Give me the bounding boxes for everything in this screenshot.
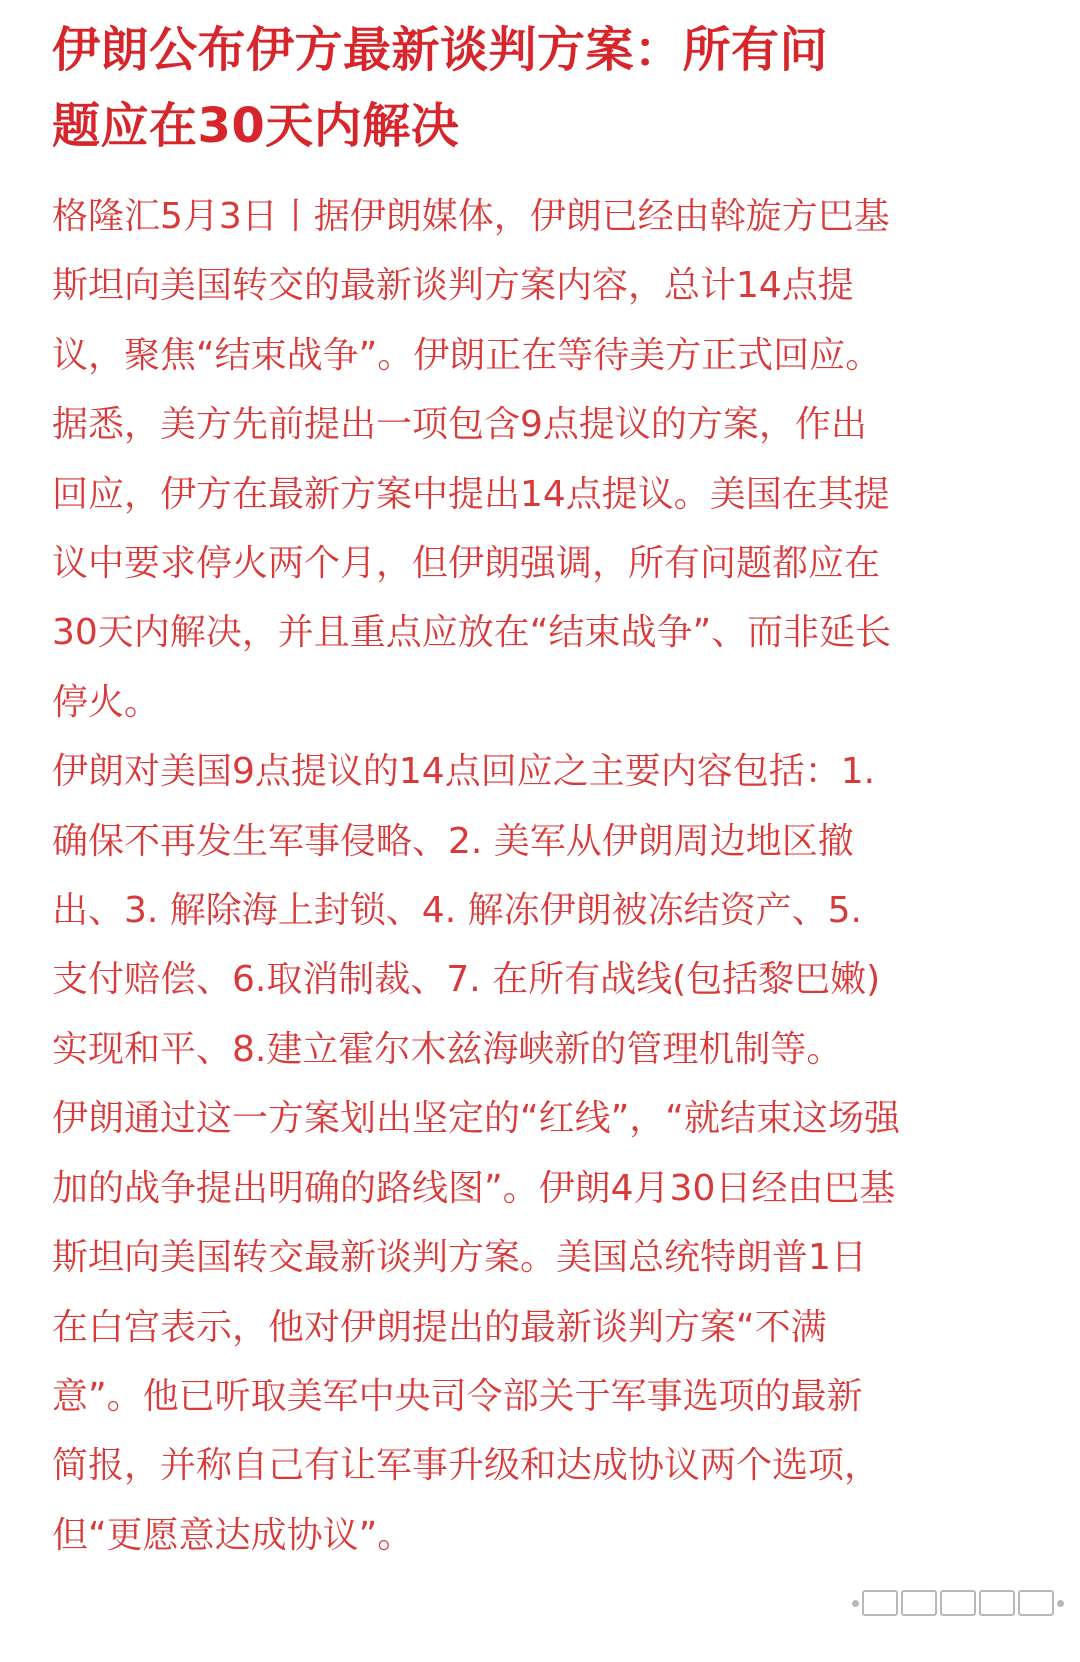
body-line: 但“更愿意达成协议”。: [52, 1514, 414, 1556]
body-line: 30天内解决，并且重点应放在“结束战争”、而非延长: [52, 612, 892, 654]
body-line: 议，聚焦“结束战争”。伊朗正在等待美方正式回应。: [52, 334, 882, 376]
page-box-icon: [940, 1590, 976, 1616]
body-line: 确保不再发生军事侵略、2. 美军从伊朗周边地区撤: [52, 820, 854, 862]
article-body: [52, 182, 982, 1570]
body-line: 议中要求停火两个月，但伊朗强调，所有问题都应在: [52, 543, 881, 585]
body-line: 支付赔偿、6.取消制裁、7. 在所有战线(包括黎巴嫩): [52, 959, 881, 1001]
body-line: 伊朗对美国9点提议的14点回应之主要内容包括：1.: [52, 751, 876, 793]
page-box-icon: [1018, 1590, 1054, 1616]
body-line: 实现和平、8.建立霍尔木兹海峡新的管理机制等。: [52, 1028, 843, 1070]
body-line: 伊朗通过这一方案划出坚定的“红线”，“就结束这场强: [52, 1098, 900, 1140]
page-box-icon: [979, 1590, 1015, 1616]
body-line: 简报，并称自己有让军事升级和达成协议两个选项，: [52, 1445, 881, 1487]
body-line: 斯坦向美国转交的最新谈判方案内容，总计14点提: [52, 265, 854, 307]
body-line: 斯坦向美国转交最新谈判方案。美国总统特朗普1日: [52, 1237, 867, 1279]
article: [52, 0, 982, 1570]
body-line: 格隆汇5月3日丨据伊朗媒体，伊朗已经由斡旋方巴基: [52, 196, 890, 237]
body-line: 回应，伊方在最新方案中提出14点提议。美国在其提: [52, 473, 890, 515]
headline-line: 伊朗公布伊方最新谈判方案：所有问: [52, 22, 829, 78]
body-line: 在白宫表示，他对伊朗提出的最新谈判方案“不满: [52, 1306, 827, 1348]
dot-icon: [852, 1600, 859, 1607]
headline-line: 题应在30天内解决: [52, 98, 460, 154]
body-line: 意”。他已听取美军中央司令部关于军事选项的最新: [52, 1375, 863, 1417]
body-line: 据悉，美方先前提出一项包含9点提议的方案，作出: [52, 404, 867, 446]
pagination-dots-icon: [852, 1588, 1064, 1618]
page-box-icon: [862, 1590, 898, 1616]
headline: [52, 0, 982, 164]
dot-icon: [1057, 1600, 1064, 1607]
body-line: 加的战争提出明确的路线图”。伊朗4月30日经由巴基: [52, 1167, 896, 1209]
body-line: 出、3. 解除海上封锁、4. 解冻伊朗被冻结资产、5.: [52, 890, 862, 932]
page-box-icon: [901, 1590, 937, 1616]
body-line: 停火。: [52, 681, 161, 723]
